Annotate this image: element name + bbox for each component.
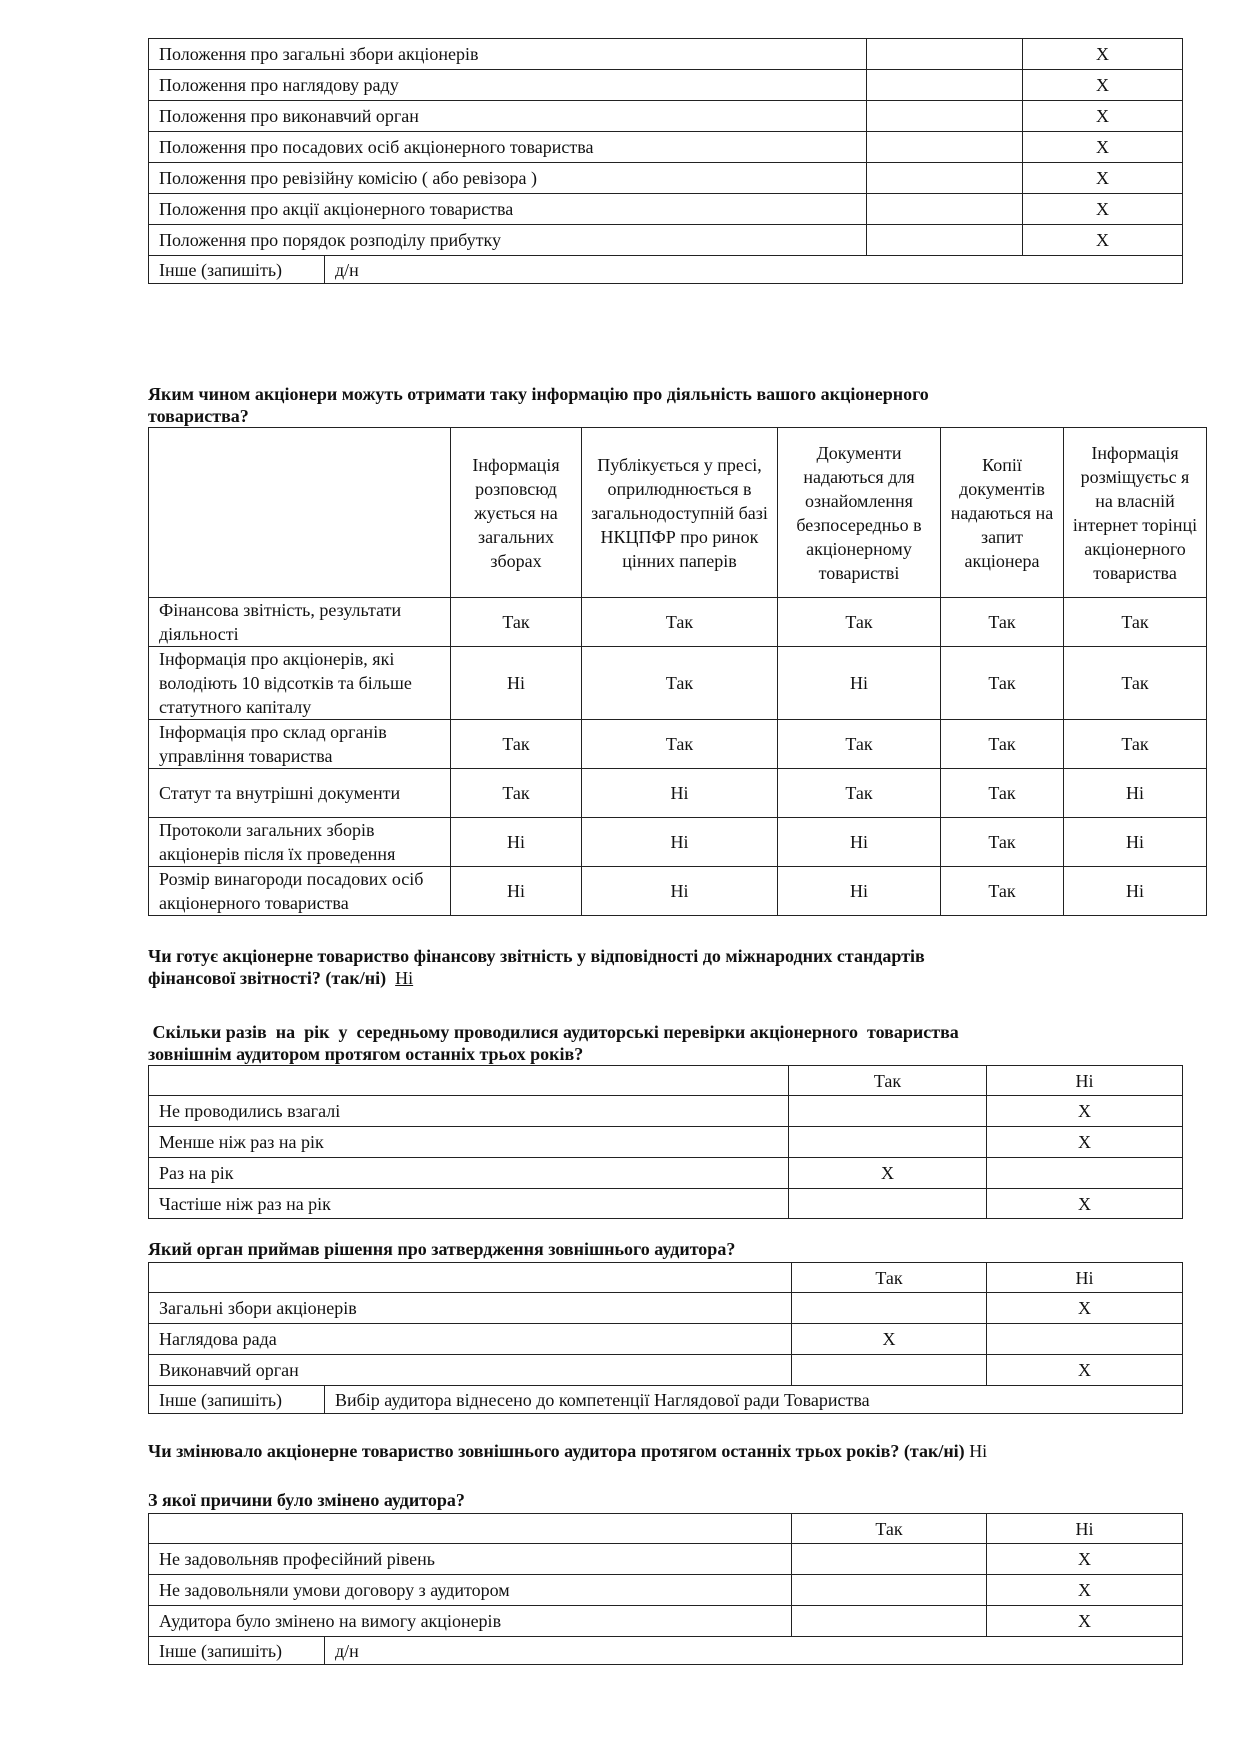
cell: Ні (778, 647, 941, 720)
table-header-row (149, 1066, 1183, 1096)
row-label: Загальні збори акціонерів (149, 1293, 792, 1324)
row-label: Виконавчий орган (149, 1355, 792, 1386)
table-row-other (149, 1637, 1183, 1665)
header-cell: Копії документів надаються на запит акціонера (941, 428, 1064, 598)
cell-yes (792, 1575, 987, 1606)
other-value: д/н (325, 256, 1183, 284)
header-cell: Інформація розміщуєтьс я на власній інтернет торінці акціонерного товариства (1064, 428, 1207, 598)
cell: Так (1064, 598, 1207, 647)
question-line: товариства? (148, 406, 249, 426)
table-row (149, 1575, 1183, 1606)
row-label: Не задовольняли умови договору з аудитором (149, 1575, 792, 1606)
table-row-other (149, 1386, 1183, 1414)
header-cell: Документи надаються для ознайомлення безпосередньо в акціонерному товаристві (778, 428, 941, 598)
cell (867, 39, 1023, 70)
cell: Так (778, 720, 941, 769)
cell: Ні (1064, 769, 1207, 818)
table-row (149, 1293, 1183, 1324)
cell-no: Х (987, 1606, 1183, 1637)
question-line: З якої причини було змінено аудитора? (148, 1490, 465, 1510)
cell: Так (1064, 720, 1207, 769)
cell-yes: Х (792, 1324, 987, 1355)
cell (867, 101, 1023, 132)
table-row (149, 598, 1207, 647)
cell-yes (792, 1355, 987, 1386)
question-change-reason (148, 1489, 465, 1511)
cell-yes (789, 1096, 987, 1127)
cell: Так (778, 598, 941, 647)
question-auditor-approval (148, 1238, 735, 1260)
row-label: Не задовольняв професійний рівень (149, 1544, 792, 1575)
cell: Ні (582, 867, 778, 916)
question-answer: Ні (395, 968, 414, 988)
cell: Так (941, 867, 1064, 916)
cell: Так (582, 720, 778, 769)
cell: Так (582, 647, 778, 720)
row-label: Статут та внутрішні документи (149, 769, 451, 818)
auditor-approval-table (148, 1262, 1183, 1414)
cell: Так (582, 598, 778, 647)
cell-mark: Х (1023, 225, 1183, 256)
regulations-table (148, 38, 1183, 284)
question-info-access (148, 383, 929, 427)
question-audit-frequency (148, 1021, 959, 1065)
cell: Ні (451, 647, 582, 720)
row-label: Положення про загальні збори акціонерів (149, 39, 867, 70)
cell: Ні (582, 818, 778, 867)
question-answer: Ні (969, 1441, 988, 1461)
cell (867, 70, 1023, 101)
question-auditor-change (148, 1440, 987, 1462)
table-row (149, 720, 1207, 769)
cell-yes (792, 1293, 987, 1324)
table-row-other (149, 256, 1183, 284)
row-label: Менше ніж раз на рік (149, 1127, 789, 1158)
question-line: Чи готує акціонерне товариство фінансову звітність у відповідності до міжнародних стандартів (148, 946, 925, 966)
cell (867, 225, 1023, 256)
other-label: Інше (запишіть) (149, 256, 325, 284)
question-line: Чи змінювало акціонерне товариство зовнішнього аудитора протягом останніх трьох років? (так/ні) (148, 1441, 965, 1461)
cell-no: Х (987, 1544, 1183, 1575)
cell-mark: Х (1023, 70, 1183, 101)
table-row (149, 70, 1183, 101)
cell: Так (941, 769, 1064, 818)
question-line: Скільки разів на рік у середньому проводилися аудиторські перевірки акціонерного товариства (148, 1022, 959, 1042)
row-label: Частіше ніж раз на рік (149, 1189, 789, 1219)
table-row (149, 39, 1183, 70)
question-line: фінансової звітності? (так/ні) (148, 968, 387, 988)
cell: Ні (451, 818, 582, 867)
change-reason-table (148, 1513, 1183, 1665)
cell: Так (451, 720, 582, 769)
question-ifrs (148, 945, 925, 989)
other-value: д/н (325, 1637, 1183, 1665)
table-row (149, 194, 1183, 225)
header-empty (149, 1514, 792, 1544)
header-cell: Інформація розповсюд жується на загальних зборах (451, 428, 582, 598)
cell (867, 194, 1023, 225)
cell: Ні (451, 867, 582, 916)
cell: Ні (582, 769, 778, 818)
table-row (149, 647, 1207, 720)
cell: Так (941, 818, 1064, 867)
cell: Ні (1064, 867, 1207, 916)
cell (867, 132, 1023, 163)
table-header-row (149, 428, 1207, 598)
table-row (149, 1355, 1183, 1386)
row-label: Раз на рік (149, 1158, 789, 1189)
table-row (149, 225, 1183, 256)
header-yes: Так (792, 1514, 987, 1544)
cell: Так (451, 598, 582, 647)
cell (867, 163, 1023, 194)
table-row (149, 1606, 1183, 1637)
cell-mark: Х (1023, 101, 1183, 132)
header-yes: Так (789, 1066, 987, 1096)
cell: Ні (778, 867, 941, 916)
header-no: Ні (987, 1263, 1183, 1293)
header-no: Ні (987, 1066, 1183, 1096)
table-row (149, 818, 1207, 867)
table-header-row (149, 1263, 1183, 1293)
cell: Так (941, 720, 1064, 769)
cell-no (987, 1324, 1183, 1355)
cell-no: Х (987, 1096, 1183, 1127)
header-cell: Публікується у пресі, оприлюднюється в загальнодоступній базі НКЦПФР про ринок цінних паперів (582, 428, 778, 598)
cell: Так (1064, 647, 1207, 720)
row-label: Аудитора було змінено на вимогу акціонерів (149, 1606, 792, 1637)
cell-yes (789, 1189, 987, 1219)
other-label: Інше (запишіть) (149, 1637, 325, 1665)
cell: Так (941, 647, 1064, 720)
cell-yes: Х (789, 1158, 987, 1189)
cell: Ні (1064, 818, 1207, 867)
row-label: Розмір винагороди посадових осіб акціонерного товариства (149, 867, 451, 916)
row-label: Положення про порядок розподілу прибутку (149, 225, 867, 256)
table-row (149, 867, 1207, 916)
table-header-row (149, 1514, 1183, 1544)
cell: Ні (778, 818, 941, 867)
row-label: Положення про ревізійну комісію ( або ревізора ) (149, 163, 867, 194)
table-row (149, 101, 1183, 132)
row-label: Положення про наглядову раду (149, 70, 867, 101)
audit-frequency-table (148, 1065, 1183, 1219)
other-label: Інше (запишіть) (149, 1386, 325, 1414)
table-row (149, 769, 1207, 818)
info-access-table (148, 427, 1207, 916)
cell: Так (451, 769, 582, 818)
cell-no: Х (987, 1355, 1183, 1386)
cell: Так (941, 598, 1064, 647)
header-yes: Так (792, 1263, 987, 1293)
header-empty (149, 428, 451, 598)
table-row (149, 1189, 1183, 1219)
header-empty (149, 1263, 792, 1293)
table-row (149, 1324, 1183, 1355)
table-row (149, 1096, 1183, 1127)
cell-no: Х (987, 1293, 1183, 1324)
row-label: Положення про акції акціонерного товариства (149, 194, 867, 225)
cell: Так (778, 769, 941, 818)
cell-yes (789, 1127, 987, 1158)
row-label: Положення про виконавчий орган (149, 101, 867, 132)
cell-no: Х (987, 1189, 1183, 1219)
cell-yes (792, 1544, 987, 1575)
question-line: Який орган приймав рішення про затвердження зовнішнього аудитора? (148, 1239, 736, 1259)
cell-yes (792, 1606, 987, 1637)
table-row (149, 163, 1183, 194)
cell-no: Х (987, 1575, 1183, 1606)
row-label: Положення про посадових осіб акціонерного товариства (149, 132, 867, 163)
row-label: Наглядова рада (149, 1324, 792, 1355)
row-label: Фінансова звітність, результати діяльності (149, 598, 451, 647)
row-label: Протоколи загальних зборів акціонерів після їх проведення (149, 818, 451, 867)
cell-no (987, 1158, 1183, 1189)
row-label: Не проводились взагалі (149, 1096, 789, 1127)
cell-mark: Х (1023, 194, 1183, 225)
cell-mark: Х (1023, 132, 1183, 163)
cell-no: Х (987, 1127, 1183, 1158)
cell-mark: Х (1023, 163, 1183, 194)
header-no: Ні (987, 1514, 1183, 1544)
table-row (149, 1544, 1183, 1575)
row-label: Інформація про склад органів управління товариства (149, 720, 451, 769)
cell-mark: Х (1023, 39, 1183, 70)
question-line: зовнішнім аудитором протягом останніх трьох років? (148, 1044, 584, 1064)
header-empty (149, 1066, 789, 1096)
row-label: Інформація про акціонерів, які володіють 10 відсотків та більше статутного капіталу (149, 647, 451, 720)
table-row (149, 1127, 1183, 1158)
question-line: Яким чином акціонери можуть отримати таку інформацію про діяльність вашого акціонерного (148, 384, 929, 404)
other-value: Вибір аудитора віднесено до компетенції Наглядової ради Товариства (325, 1386, 1183, 1414)
table-row (149, 132, 1183, 163)
table-row (149, 1158, 1183, 1189)
